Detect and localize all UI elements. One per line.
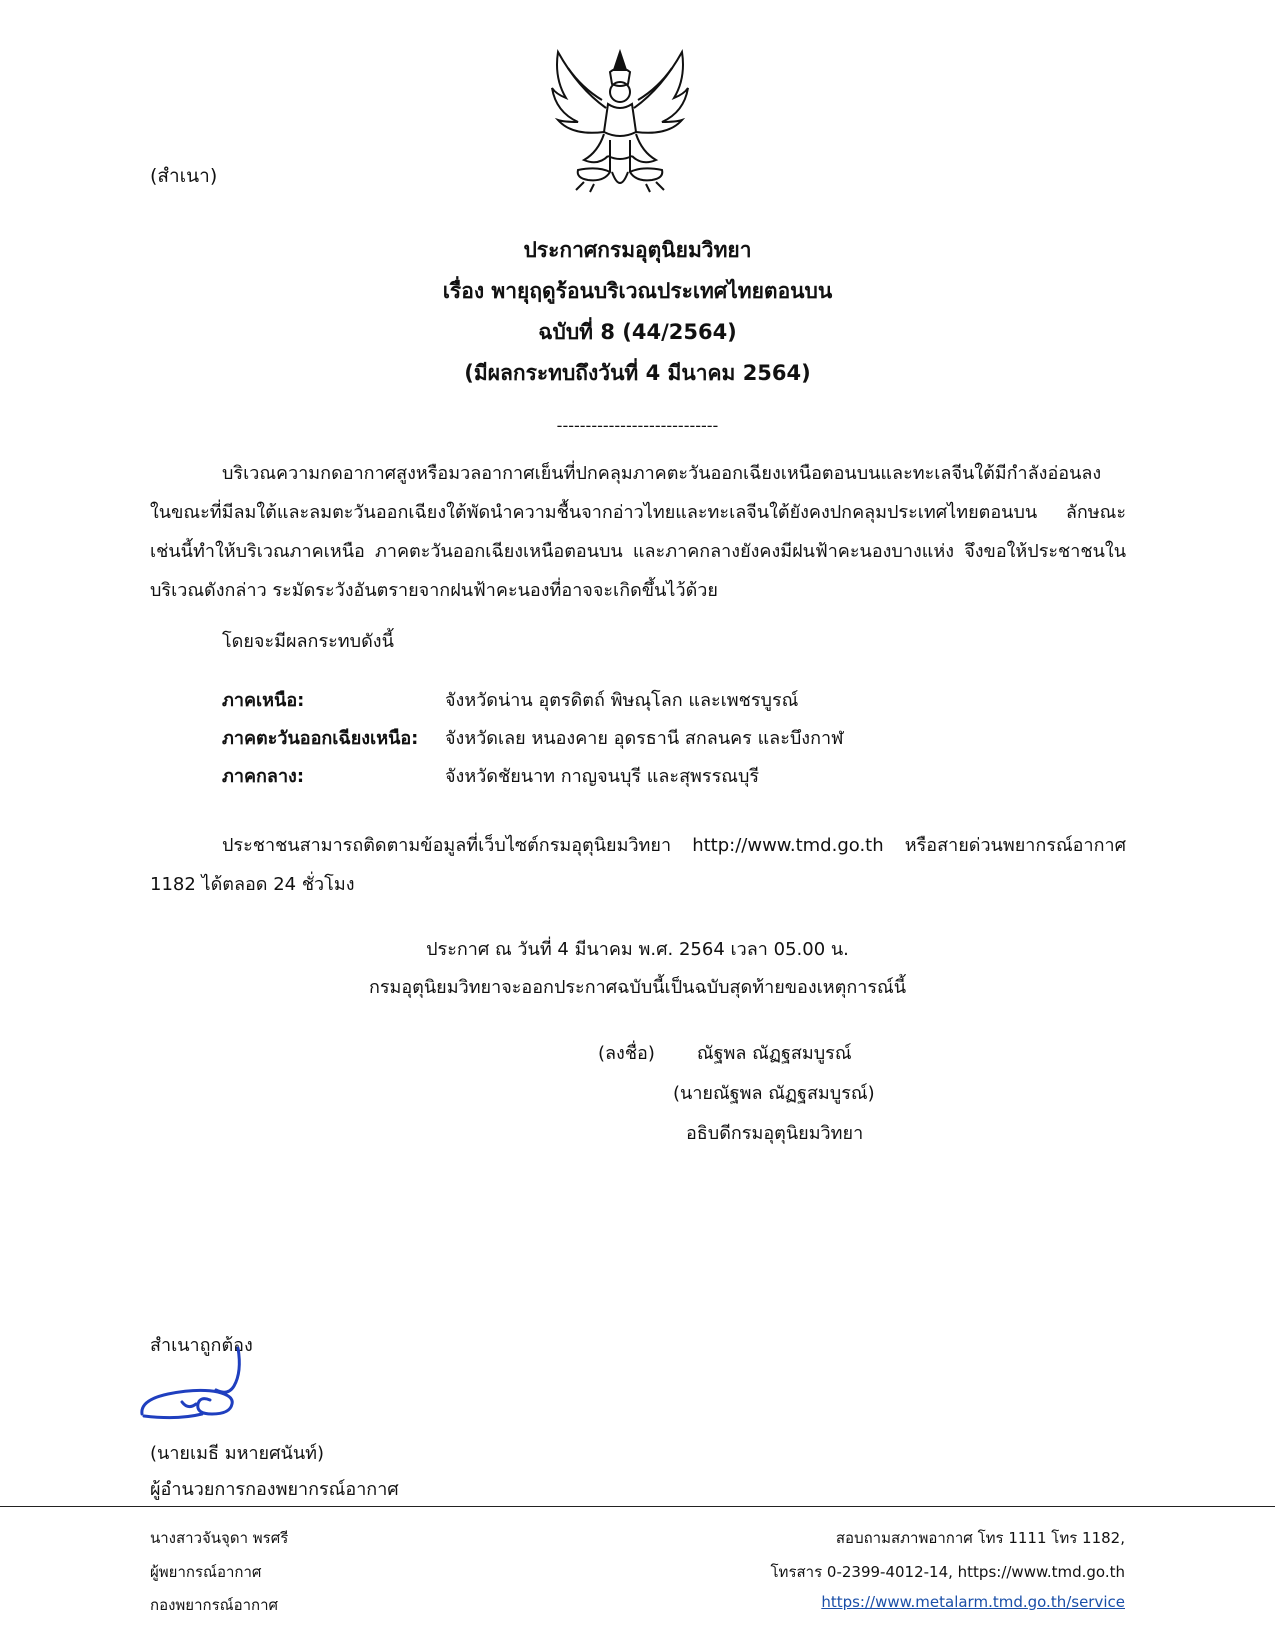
signed-name: ณัฐพล ณัฏฐสมบูรณ์ xyxy=(696,1043,852,1064)
footer-service-link[interactable]: https://www.metalarm.tmd.go.th/service xyxy=(821,1593,1125,1611)
title-line-agency: ประกาศกรมอุตุนิยมวิทยา xyxy=(523,238,752,262)
certifier-position: ผู้อำนวยการกองพยากรณ์อากาศ xyxy=(150,1479,399,1500)
title-line-issue: ฉบับที่ 8 (44/2564) xyxy=(538,320,737,344)
certifier-name: (นายเมธี มหายศนันท์) xyxy=(150,1443,325,1464)
footer-forecaster-role: ผู้พยากรณ์อากาศ xyxy=(150,1563,262,1581)
region-name: ภาคกลาง: xyxy=(222,766,305,787)
announcement-final-note: กรมอุตุนิยมวิทยาจะออกประกาศฉบับนี้เป็นฉบับสุดท้ายของเหตุการณ์นี้ xyxy=(368,977,907,998)
body-paragraph-2: โดยจะมีผลกระทบดังนี้ xyxy=(222,631,394,652)
region-provinces: จังหวัดเลย หนองคาย อุดรธานี สกลนคร และบึงกาฬ xyxy=(445,728,844,749)
region-row-northeast xyxy=(222,720,843,758)
garuda-emblem-icon xyxy=(548,48,692,196)
footer-divider xyxy=(0,1506,1275,1507)
signed-label: (ลงชื่อ) xyxy=(598,1043,655,1064)
footer-forecaster-division: กองพยากรณ์อากาศ xyxy=(150,1596,279,1614)
announcement-date: ประกาศ ณ วันที่ 4 มีนาคม พ.ศ. 2564 เวลา 05.00 น. xyxy=(426,939,849,960)
signed-line xyxy=(598,1038,852,1067)
region-name: ภาคตะวันออกเฉียงเหนือ: xyxy=(222,728,419,749)
region-provinces: จังหวัดชัยนาท กาญจนบุรี และสุพรรณบุรี xyxy=(445,766,760,787)
region-row-north xyxy=(222,682,843,720)
footer-contact-phone: สอบถามสภาพอากาศ โทร 1111 โทร 1182, xyxy=(835,1529,1125,1547)
certified-copy-label: สำเนาถูกต้อง xyxy=(150,1335,253,1356)
announcement-title xyxy=(0,230,1275,394)
affected-regions xyxy=(222,682,843,796)
footer-contact-fax: โทรสาร 0-2399-4012-14, https://www.tmd.go.th xyxy=(770,1563,1125,1581)
region-row-central xyxy=(222,758,843,796)
region-name: ภาคเหนือ: xyxy=(222,690,305,711)
footer-forecaster-name: นางสาวจันจุดา พรศรี xyxy=(150,1529,289,1547)
region-provinces: จังหวัดน่าน อุตรดิตถ์ พิษณุโลก และเพชรบูรณ์ xyxy=(445,690,799,711)
signatory-position: อธิบดีกรมอุตุนิยมวิทยา xyxy=(686,1123,864,1144)
signatory-full-name: (นายณัฐพล ณัฏฐสมบูรณ์) xyxy=(673,1083,875,1104)
handwritten-signature-icon xyxy=(138,1342,256,1422)
title-separator: ---------------------------- xyxy=(556,416,719,435)
copy-mark: (สำเนา) xyxy=(150,165,218,187)
title-line-subject: เรื่อง พายุฤดูร้อนบริเวณประเทศไทยตอนบน xyxy=(442,279,833,303)
title-line-effective: (มีผลกระทบถึงวันที่ 4 มีนาคม 2564) xyxy=(464,361,811,385)
body-paragraph-1: บริเวณความกดอากาศสูงหรือมวลอากาศเย็นที่ปกคลุมภาคตะวันออกเฉียงเหนือตอนบนและทะเลจีนใต้มีกำลังอ่อนลง ในขณะที่มีลมใต้และลมตะวันออกเฉียงใต้พัดนำความชื้นจากอ่าวไทยและทะเลจีนใต้ยังคงปกคลุมประเทศไทยตอนบน ลักษณะเช่นนี้ทำให้บริเวณภาคเหนือ ภาคตะวันออกเฉียงเหนือตอนบน และภาคกลางยังคงมีฝนฟ้าคะนองบางแห่ง จึงขอให้ประชาชนในบริเวณดังกล่าว ระมัดระวังอันตรายจากฝนฟ้าคะนองที่อาจจะเกิดขึ้นไว้ด้วย xyxy=(150,463,1126,601)
body-paragraph-3: ประชาชนสามารถติดตามข้อมูลที่เว็บไซต์กรมอุตุนิยมวิทยา http://www.tmd.go.th หรือสายด่วนพยากรณ์อากาศ 1182 ได้ตลอด 24 ชั่วโมง xyxy=(150,835,1126,895)
